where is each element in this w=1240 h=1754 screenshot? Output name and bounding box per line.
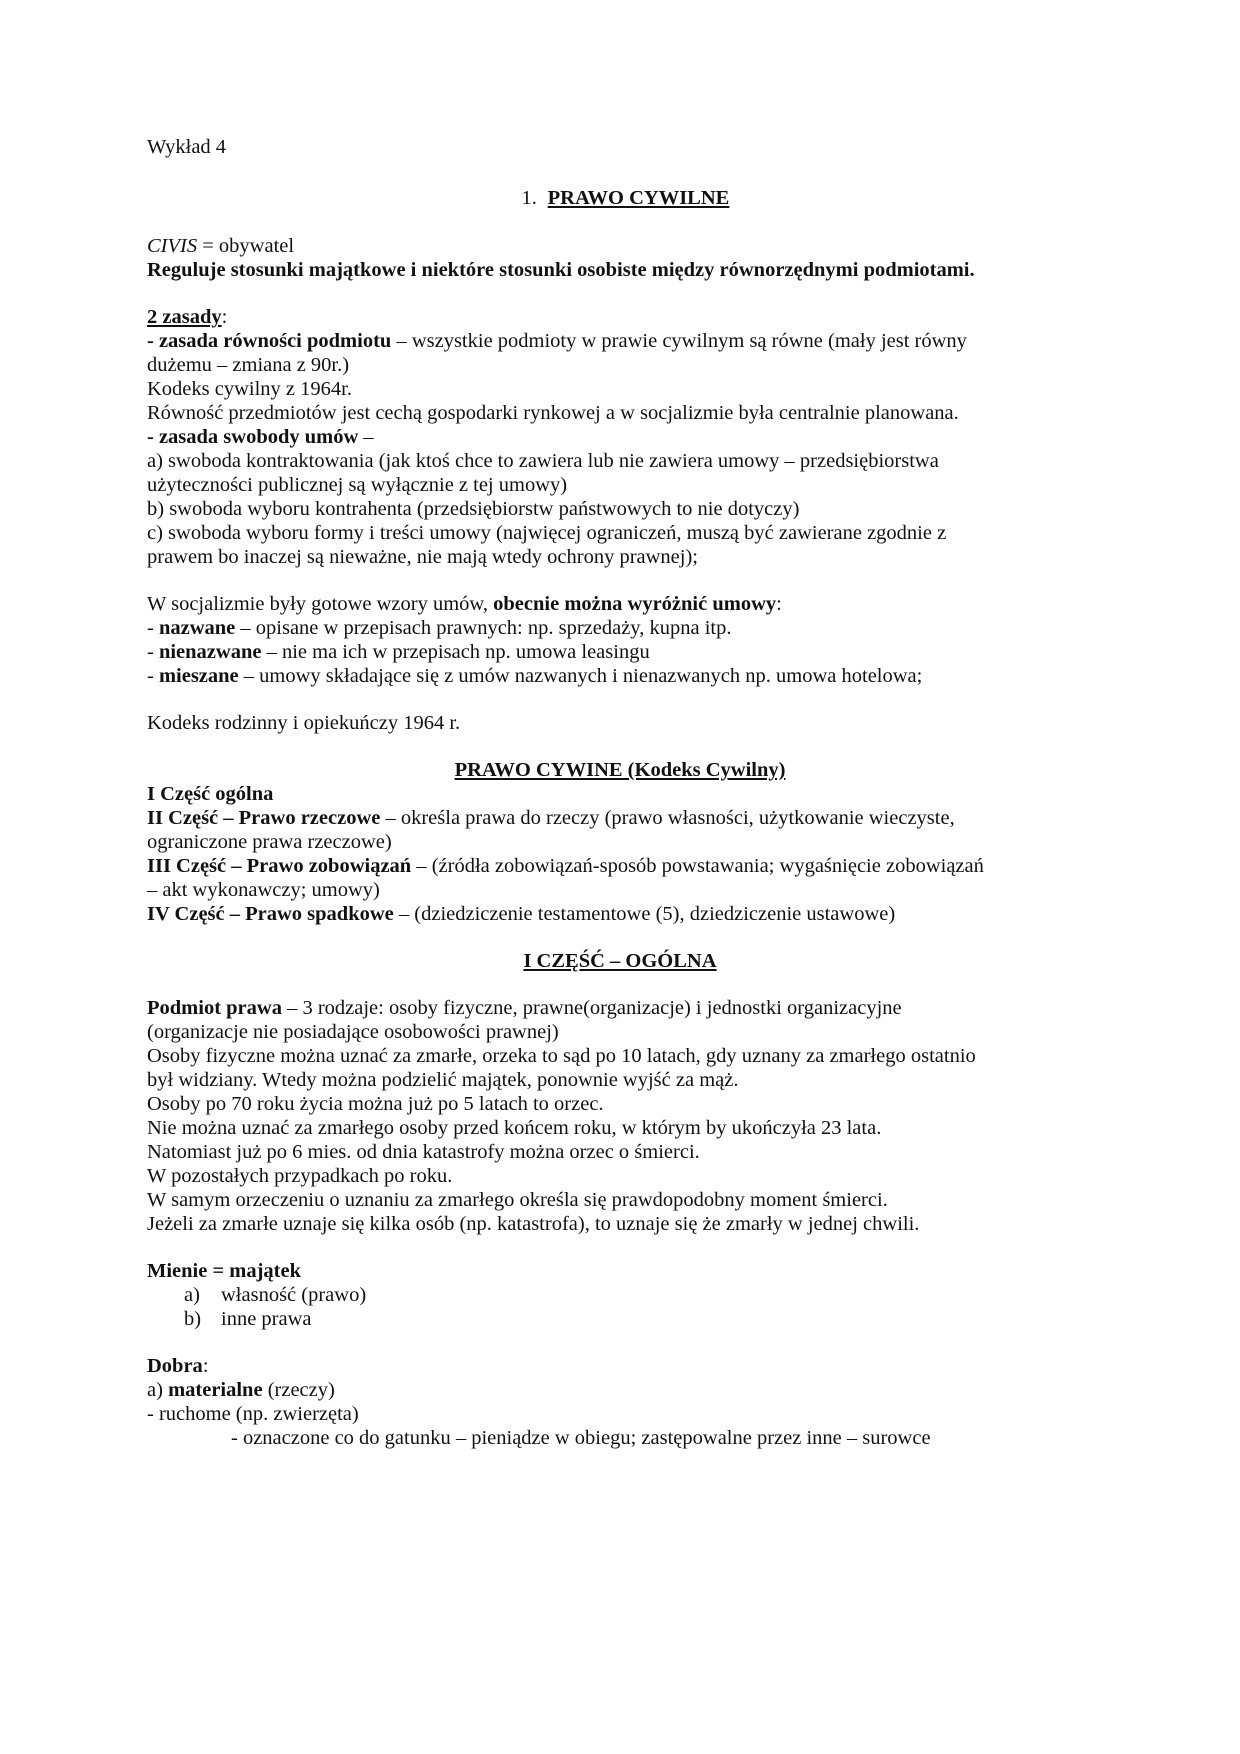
podmiot-prawa-text: – 3 rodzaje: osoby fizyczne, prawne(organizacje) i jednostki organizacyjne <box>281 997 902 1019</box>
socjalizm-bold: obecnie można wyróżnić umowy <box>493 593 777 615</box>
nazwane-text: – opisane w przepisach prawnych: np. sprzedaży, kupna itp. <box>235 617 732 639</box>
osoby-line-2: był widziany. Wtedy można podzielić majątek, ponownie wyjść za mąż. <box>147 1069 739 1091</box>
list-marker: b) <box>184 1308 202 1330</box>
bullet-dash: - <box>147 641 159 663</box>
heading-kodeks-cywilny: PRAWO CYWINE (Kodeks Cywilny) <box>454 759 786 781</box>
swoboda-a-cont: użyteczności publicznej są wyłącznie z tej umowy) <box>147 474 568 496</box>
osoby-line-3: Osoby po 70 roku życia można już po 5 latach to orzec. <box>147 1093 604 1115</box>
kodeks-rodzinny-line: Kodeks rodzinny i opiekuńczy 1964 r. <box>147 712 461 734</box>
mienie-heading: Mienie = majątek <box>147 1260 302 1282</box>
kodeks-cywilny-line: Kodeks cywilny z 1964r. <box>147 378 352 400</box>
czesc-3-label: III Część – Prawo zobowiązań <box>147 855 412 877</box>
mieszane-text: – umowy składające się z umów nazwanych i nienazwanych np. umowa hotelowa; <box>238 665 923 687</box>
dobra-label: Dobra <box>147 1355 203 1377</box>
nazwane-label: nazwane <box>158 617 236 639</box>
materialne-text: (rzeczy) <box>262 1379 335 1401</box>
podmiot-prawa-label: Podmiot prawa <box>147 997 282 1019</box>
civis-definition: = obywatel <box>197 235 295 257</box>
nienazwane-text: – nie ma ich w przepisach np. umowa leasingu <box>261 641 650 663</box>
czesc-2-text: – określa prawa do rzeczy (prawo własności, użytkowanie wieczyste, <box>380 807 955 829</box>
czesc-2 <box>147 806 955 830</box>
swoboda-b: b) swoboda wyboru kontrahenta (przedsiębiorstw państwowych to nie dotyczy) <box>147 498 800 520</box>
czesc-2-cont: ograniczone prawa rzeczowe) <box>147 831 392 853</box>
lecture-title: Wykład 4 <box>147 136 227 158</box>
czesc-4 <box>147 902 895 926</box>
civis-term: CIVIS <box>147 235 198 257</box>
czesc-2-label: II Część – Prawo rzeczowe <box>147 807 381 829</box>
list-marker: a) <box>184 1284 200 1306</box>
dobra-heading <box>147 1354 209 1378</box>
nienazwane-label: nienazwane <box>158 641 262 663</box>
list-marker: a) <box>147 1379 169 1401</box>
czesc-3-cont: – akt wykonawczy; umowy) <box>147 879 380 901</box>
umowy-nienazwane <box>147 640 650 664</box>
zasada-rownosci-text: – wszystkie podmioty w prawie cywilnym są równe (mały jest równy <box>391 330 967 352</box>
swoboda-a: a) swoboda kontraktowania (jak ktoś chce to zawiera lub nie zawiera umowy – przedsiębiorstwa <box>147 450 939 472</box>
zasady-title: 2 zasady <box>147 306 222 328</box>
socjalizm-text: W socjalizmie były gotowe wzory umów, <box>147 593 494 615</box>
osoby-line-4: Nie można uznać za zmarłego osoby przed końcem roku, w którym by ukończyła 23 lata. <box>147 1117 882 1139</box>
heading-text: PRAWO CYWILNE <box>547 187 730 209</box>
mienie-item-a <box>184 1283 366 1307</box>
civis-line <box>147 234 294 258</box>
mienie-item-text: własność (prawo) <box>221 1284 367 1306</box>
czesc-3-text: – (źródła zobowiązań-sposób powstawania; wygaśnięcie zobowiązań <box>411 855 984 877</box>
mieszane-label: mieszane <box>158 665 239 687</box>
osoby-line-1: Osoby fizyczne można uznać za zmarłe, orzeka to sąd po 10 latach, gdy uznany za zmarłego ostatnio <box>147 1045 976 1067</box>
czesc-4-text: – (dziedziczenie testamentowe (5), dziedziczenie ustawowe) <box>393 903 896 925</box>
heading-czesc-ogolna: I CZĘŚĆ – OGÓLNA <box>523 950 717 972</box>
zasada-rownosci-label: - zasada równości podmiotu <box>147 330 392 352</box>
socjalizm-line <box>147 592 782 616</box>
bullet-dash: - <box>147 617 159 639</box>
podmiot-prawa-cont: (organizacje nie posiadające osobowości prawnej) <box>147 1021 559 1043</box>
podmiot-prawa <box>147 996 902 1020</box>
dobra-colon: : <box>202 1355 209 1377</box>
heading-number: 1. <box>521 187 537 209</box>
osoby-line-5: Natomiast już po 6 mies. od dnia katastrofy można orzec o śmierci. <box>147 1141 700 1163</box>
zasada-rownosci <box>147 329 967 353</box>
zasady-colon: : <box>221 306 228 328</box>
swoboda-c: c) swoboda wyboru formy i treści umowy (najwięcej ograniczeń, muszą być zawierane zgodnie z <box>147 522 947 544</box>
zasady-heading <box>147 305 227 329</box>
czesc-3 <box>147 854 984 878</box>
umowy-nazwane <box>147 616 731 640</box>
czesc-1: I Część ogólna <box>147 783 274 805</box>
umowy-mieszane <box>147 664 922 688</box>
socjalizm-colon: : <box>776 593 782 615</box>
mienie-item-b <box>184 1307 312 1331</box>
swoboda-c-cont: prawem bo inaczej są nieważne, nie mają wtedy ochrony prawnej); <box>147 546 698 568</box>
dobra-materialne <box>147 1378 335 1402</box>
ruchome-line: - ruchome (np. zwierzęta) <box>147 1403 359 1425</box>
bullet-dash: - <box>147 665 159 687</box>
osoby-line-7: W samym orzeczeniu o uznaniu za zmarłego określa się prawdopodobny moment śmierci. <box>147 1189 888 1211</box>
materialne-label: materialne <box>168 1379 263 1401</box>
heading-prawo-cywilne <box>0 186 1240 210</box>
rownosc-line: Równość przedmiotów jest cechą gospodarki rynkowej a w socjalizmie była centralnie planowana. <box>147 402 959 424</box>
mienie-item-text: inne prawa <box>221 1308 312 1330</box>
zasada-swobody-dash: – <box>358 426 374 448</box>
osoby-line-8: Jeżeli za zmarłe uznaje się kilka osób (np. katastrofa), to uznaje się że zmarły w jednej chwili. <box>147 1213 920 1235</box>
zasada-swobody-label: - zasada swobody umów <box>147 426 359 448</box>
czesc-4-label: IV Część – Prawo spadkowe <box>147 903 394 925</box>
oznaczone-line: - oznaczone co do gatunku – pieniądze w obiegu; zastępowalne przez inne – surowce <box>231 1427 931 1449</box>
osoby-line-6: W pozostałych przypadkach po roku. <box>147 1165 453 1187</box>
definition-line: Reguluje stosunki majątkowe i niektóre stosunki osobiste między równorzędnymi podmiotami. <box>147 259 975 281</box>
zasada-rownosci-cont: dużemu – zmiana z 90r.) <box>147 354 350 376</box>
zasada-swobody <box>147 425 374 449</box>
